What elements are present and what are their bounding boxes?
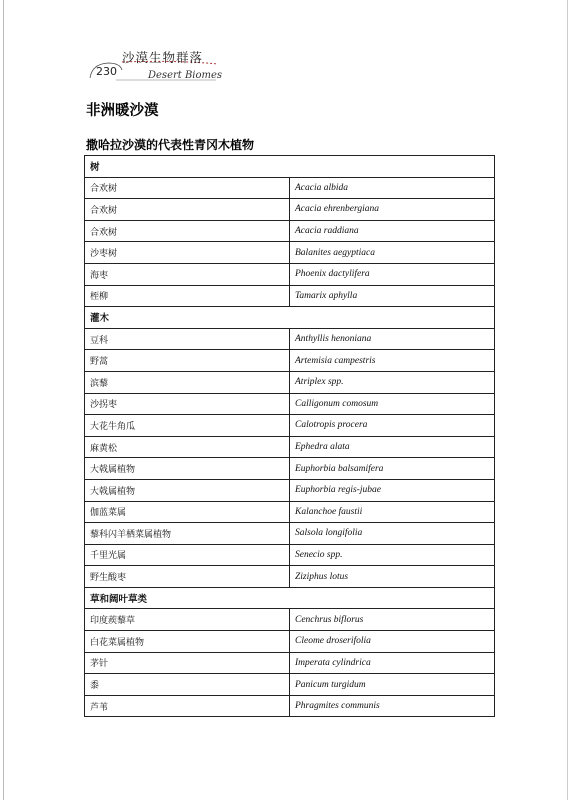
scientific-name-cell: Ziziphus lotus <box>290 566 495 588</box>
table-row <box>85 436 495 458</box>
scientific-name-cell: Cenchrus biflorus <box>290 609 495 631</box>
table-row <box>85 199 495 221</box>
table-row <box>85 177 495 199</box>
chinese-name-cell: 黍 <box>85 674 290 696</box>
table-row <box>85 674 495 696</box>
scientific-name-cell: Balanites aegyptiaca <box>290 242 495 264</box>
scientific-name-cell: Kalanchoe faustii <box>290 501 495 523</box>
scientific-name-cell: Euphorbia regis-jubae <box>290 479 495 501</box>
scientific-name-cell: Calotropis procera <box>290 415 495 437</box>
chinese-name-cell: 滨藜 <box>85 371 290 393</box>
chinese-name-cell: 伽蓝菜属 <box>85 501 290 523</box>
table-row <box>85 544 495 566</box>
table-row <box>85 220 495 242</box>
chinese-name-cell: 芦苇 <box>85 695 290 717</box>
scientific-name-cell: Tamarix aphylla <box>290 285 495 307</box>
page-edge-left <box>3 0 4 800</box>
scientific-name-cell: Cleome droserifolia <box>290 631 495 653</box>
table-row <box>85 263 495 285</box>
chinese-name-cell: 沙枣树 <box>85 242 290 264</box>
category-row <box>85 156 495 178</box>
scientific-name-cell: Imperata cylindrica <box>290 652 495 674</box>
chinese-name-cell: 大戟属植物 <box>85 458 290 480</box>
scientific-name-cell: Atriplex spp. <box>290 371 495 393</box>
scientific-name-cell: Acacia albida <box>290 177 495 199</box>
book-title: 沙漠生物群落 <box>122 50 204 65</box>
table-row <box>85 393 495 415</box>
category-row <box>85 307 495 329</box>
table-row <box>85 350 495 372</box>
chinese-name-cell: 合欢树 <box>85 177 290 199</box>
category-row <box>85 587 495 609</box>
table-row <box>85 695 495 717</box>
table-row <box>85 285 495 307</box>
scientific-name-cell: Euphorbia balsamifera <box>290 458 495 480</box>
chinese-name-cell: 印度蒺藜草 <box>85 609 290 631</box>
scientific-name-cell: Acacia raddiana <box>290 220 495 242</box>
table-row <box>85 631 495 653</box>
table-caption: 撒哈拉沙漠的代表性青冈木植物 <box>86 138 255 152</box>
running-header <box>86 44 226 88</box>
chinese-name-cell: 豆科 <box>85 328 290 350</box>
chinese-name-cell: 麻黄松 <box>85 436 290 458</box>
chinese-name-cell: 海枣 <box>85 263 290 285</box>
plant-table <box>84 155 495 717</box>
scientific-name-cell: Acacia ehrenbergiana <box>290 199 495 221</box>
scientific-name-cell: Ephedra alata <box>290 436 495 458</box>
chinese-name-cell: 茅针 <box>85 652 290 674</box>
chinese-name-cell: 沙拐枣 <box>85 393 290 415</box>
scientific-name-cell: Artemisia campestris <box>290 350 495 372</box>
chinese-name-cell: 藜科闪羊栖菜属植物 <box>85 523 290 545</box>
chinese-name-cell: 大花牛角瓜 <box>85 415 290 437</box>
table-row <box>85 242 495 264</box>
scientific-name-cell: Panicum turgidum <box>290 674 495 696</box>
scientific-name-cell: Anthyllis henoniana <box>290 328 495 350</box>
table-row <box>85 479 495 501</box>
table-row <box>85 415 495 437</box>
chinese-name-cell: 千里光属 <box>85 544 290 566</box>
page-edge-right <box>567 0 568 800</box>
chinese-name-cell: 野生酸枣 <box>85 566 290 588</box>
page-number: 230 <box>96 65 117 78</box>
category-label: 草和阔叶草类 <box>85 587 495 609</box>
section-title: 非洲暖沙漠 <box>86 103 159 119</box>
table-row <box>85 328 495 350</box>
category-label: 树 <box>85 156 495 178</box>
book-subtitle: Desert Biomes <box>148 70 223 81</box>
table-row <box>85 458 495 480</box>
table-row <box>85 566 495 588</box>
table-row <box>85 501 495 523</box>
scientific-name-cell: Salsola longifolia <box>290 523 495 545</box>
table-row <box>85 523 495 545</box>
chinese-name-cell: 大戟属植物 <box>85 479 290 501</box>
table-row <box>85 371 495 393</box>
chinese-name-cell: 合欢树 <box>85 220 290 242</box>
chinese-name-cell: 桎柳 <box>85 285 290 307</box>
scientific-name-cell: Phragmites communis <box>290 695 495 717</box>
scientific-name-cell: Phoenix dactylifera <box>290 263 495 285</box>
category-label: 灌木 <box>85 307 495 329</box>
table-row <box>85 609 495 631</box>
scientific-name-cell: Calligonum comosum <box>290 393 495 415</box>
scientific-name-cell: Senecio spp. <box>290 544 495 566</box>
table-row <box>85 652 495 674</box>
chinese-name-cell: 野蒿 <box>85 350 290 372</box>
chinese-name-cell: 合欢树 <box>85 199 290 221</box>
chinese-name-cell: 白花菜属植物 <box>85 631 290 653</box>
